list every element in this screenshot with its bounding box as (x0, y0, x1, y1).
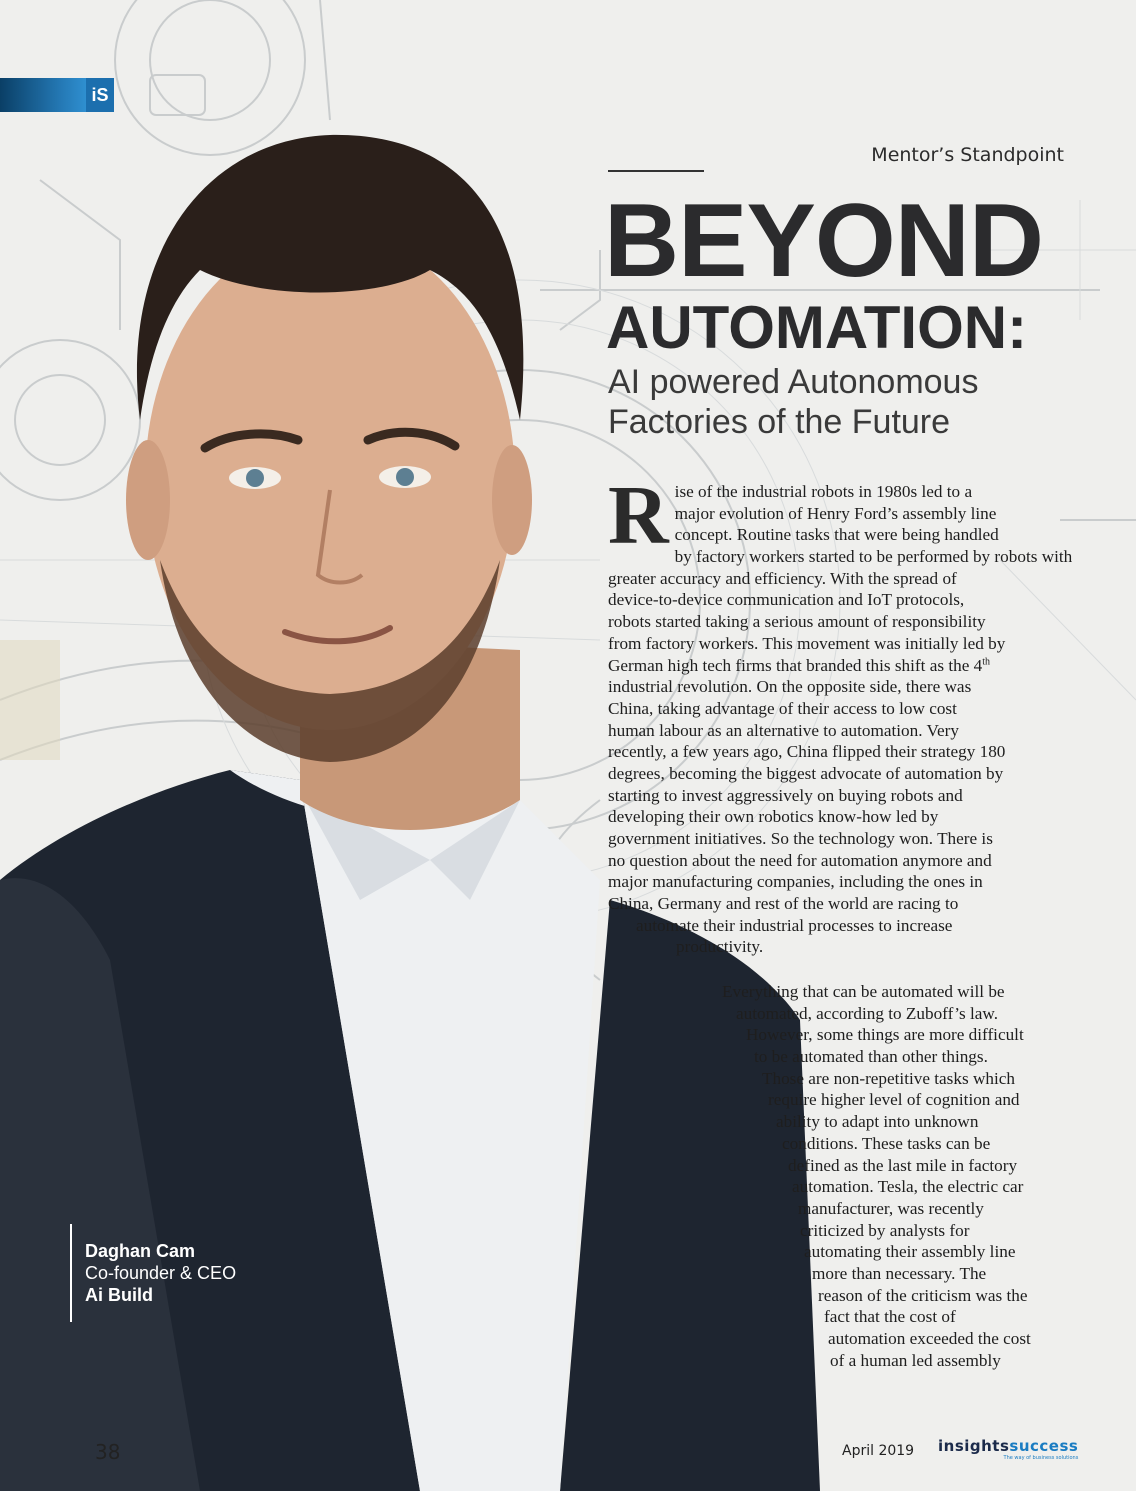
logo-text-b: success (1009, 1437, 1079, 1455)
brand-bar (0, 78, 86, 112)
body-line: ability to adapt into unknown (776, 1112, 979, 1132)
body-line: of a human led assembly (830, 1350, 1001, 1370)
body-line: no question about the need for automation anymore and (608, 850, 992, 870)
photo-caption (85, 1240, 236, 1306)
article-body (608, 469, 1073, 958)
body-line: by factory workers started to be performed by robots with (674, 547, 1073, 567)
subtitle-line-2: Factories of the Future (608, 403, 951, 441)
body-line: automating their assembly line (804, 1242, 1016, 1262)
caption-role: Co-founder & CEO (85, 1263, 237, 1283)
body-line: industrial revolution. On the opposite side, there was (608, 677, 972, 697)
body-line: greater accuracy and efficiency. With the spread of (608, 568, 957, 588)
body-line: However, some things are more difficult (746, 1025, 1024, 1045)
body-line: productivity. (676, 937, 764, 957)
logo-tagline: The way of business solutions (1003, 1455, 1079, 1461)
body-line: automated, according to Zuboff’s law. (736, 1003, 999, 1023)
caption-company: Ai Build (85, 1285, 153, 1305)
body-line: manufacturer, was recently (798, 1198, 984, 1218)
body-line: major evolution of Henry Ford’s assembly line (674, 503, 997, 523)
page-number: 38 (95, 1440, 121, 1464)
article-body-continued (608, 981, 1078, 1371)
body-line: recently, a few years ago, China flipped their strategy 180 (608, 742, 1006, 762)
headline-line-2: AUTOMATION: (606, 294, 1028, 361)
section-rule (608, 170, 704, 172)
body-line: from factory workers. This movement was initially led by (608, 633, 1006, 653)
drop-cap: R (608, 469, 669, 562)
body-line: automation exceeded the cost (828, 1329, 1031, 1348)
body-line: human labour as an alternative to automation. Very (608, 720, 959, 740)
subtitle-line-1: AI powered Autonomous (608, 363, 979, 401)
body-line: China, Germany and rest of the world are racing to (608, 894, 959, 914)
body-line: fact that the cost of (824, 1307, 956, 1327)
body-line-text: German high tech firms that branded this shift as the 4 (608, 655, 983, 675)
body-line: conditions. These tasks can be (782, 1133, 991, 1153)
body-line: major manufacturing companies, including the ones in (608, 872, 983, 892)
body-line: ise of the industrial robots in 1980s led to a (674, 482, 973, 501)
body-line: concept. Routine tasks that were being handled (674, 525, 999, 545)
body-line: more than necessary. The (812, 1263, 987, 1283)
body-line: Those are non-repetitive tasks which (762, 1068, 1015, 1088)
body-line: to be automated than other things. (754, 1047, 988, 1067)
brand-logo: iS (86, 78, 114, 112)
body-line: Everything that can be automated will be (722, 982, 1005, 1001)
body-line-with-superscript (608, 655, 1068, 677)
caption-name: Daghan Cam (85, 1241, 196, 1261)
body-line: automation. Tesla, the electric car (792, 1177, 1024, 1197)
subtitle (608, 362, 1088, 442)
section-label: Mentor’s Standpoint (871, 144, 1064, 166)
issue-date: April 2019 (842, 1443, 915, 1459)
body-line: China, taking advantage of their access to low cost (608, 698, 957, 718)
body-line: automate their industrial processes to increase (636, 915, 953, 935)
body-line: starting to invest aggressively on buying robots and (608, 785, 963, 805)
body-line: government initiatives. So the technology won. There is (608, 829, 993, 848)
ordinal-superscript: th (982, 655, 990, 667)
body-line: defined as the last mile in factory (788, 1155, 1018, 1175)
logo-text-a: insights (938, 1437, 1010, 1455)
body-line: device-to-device communication and IoT protocols, (608, 590, 965, 610)
body-line: robots started taking a serious amount of responsibility (608, 612, 986, 632)
body-line: require higher level of cognition and (768, 1090, 1020, 1110)
body-line: degrees, becoming the biggest advocate of automation by (608, 763, 1004, 783)
body-line: criticized by analysts for (800, 1220, 970, 1240)
body-line: reason of the criticism was the (818, 1285, 1028, 1305)
caption-rule (70, 1224, 72, 1322)
publication-logo (938, 1437, 1078, 1465)
headline-line-1: BEYOND (604, 183, 1043, 299)
body-line: developing their own robotics know-how led by (608, 807, 939, 827)
